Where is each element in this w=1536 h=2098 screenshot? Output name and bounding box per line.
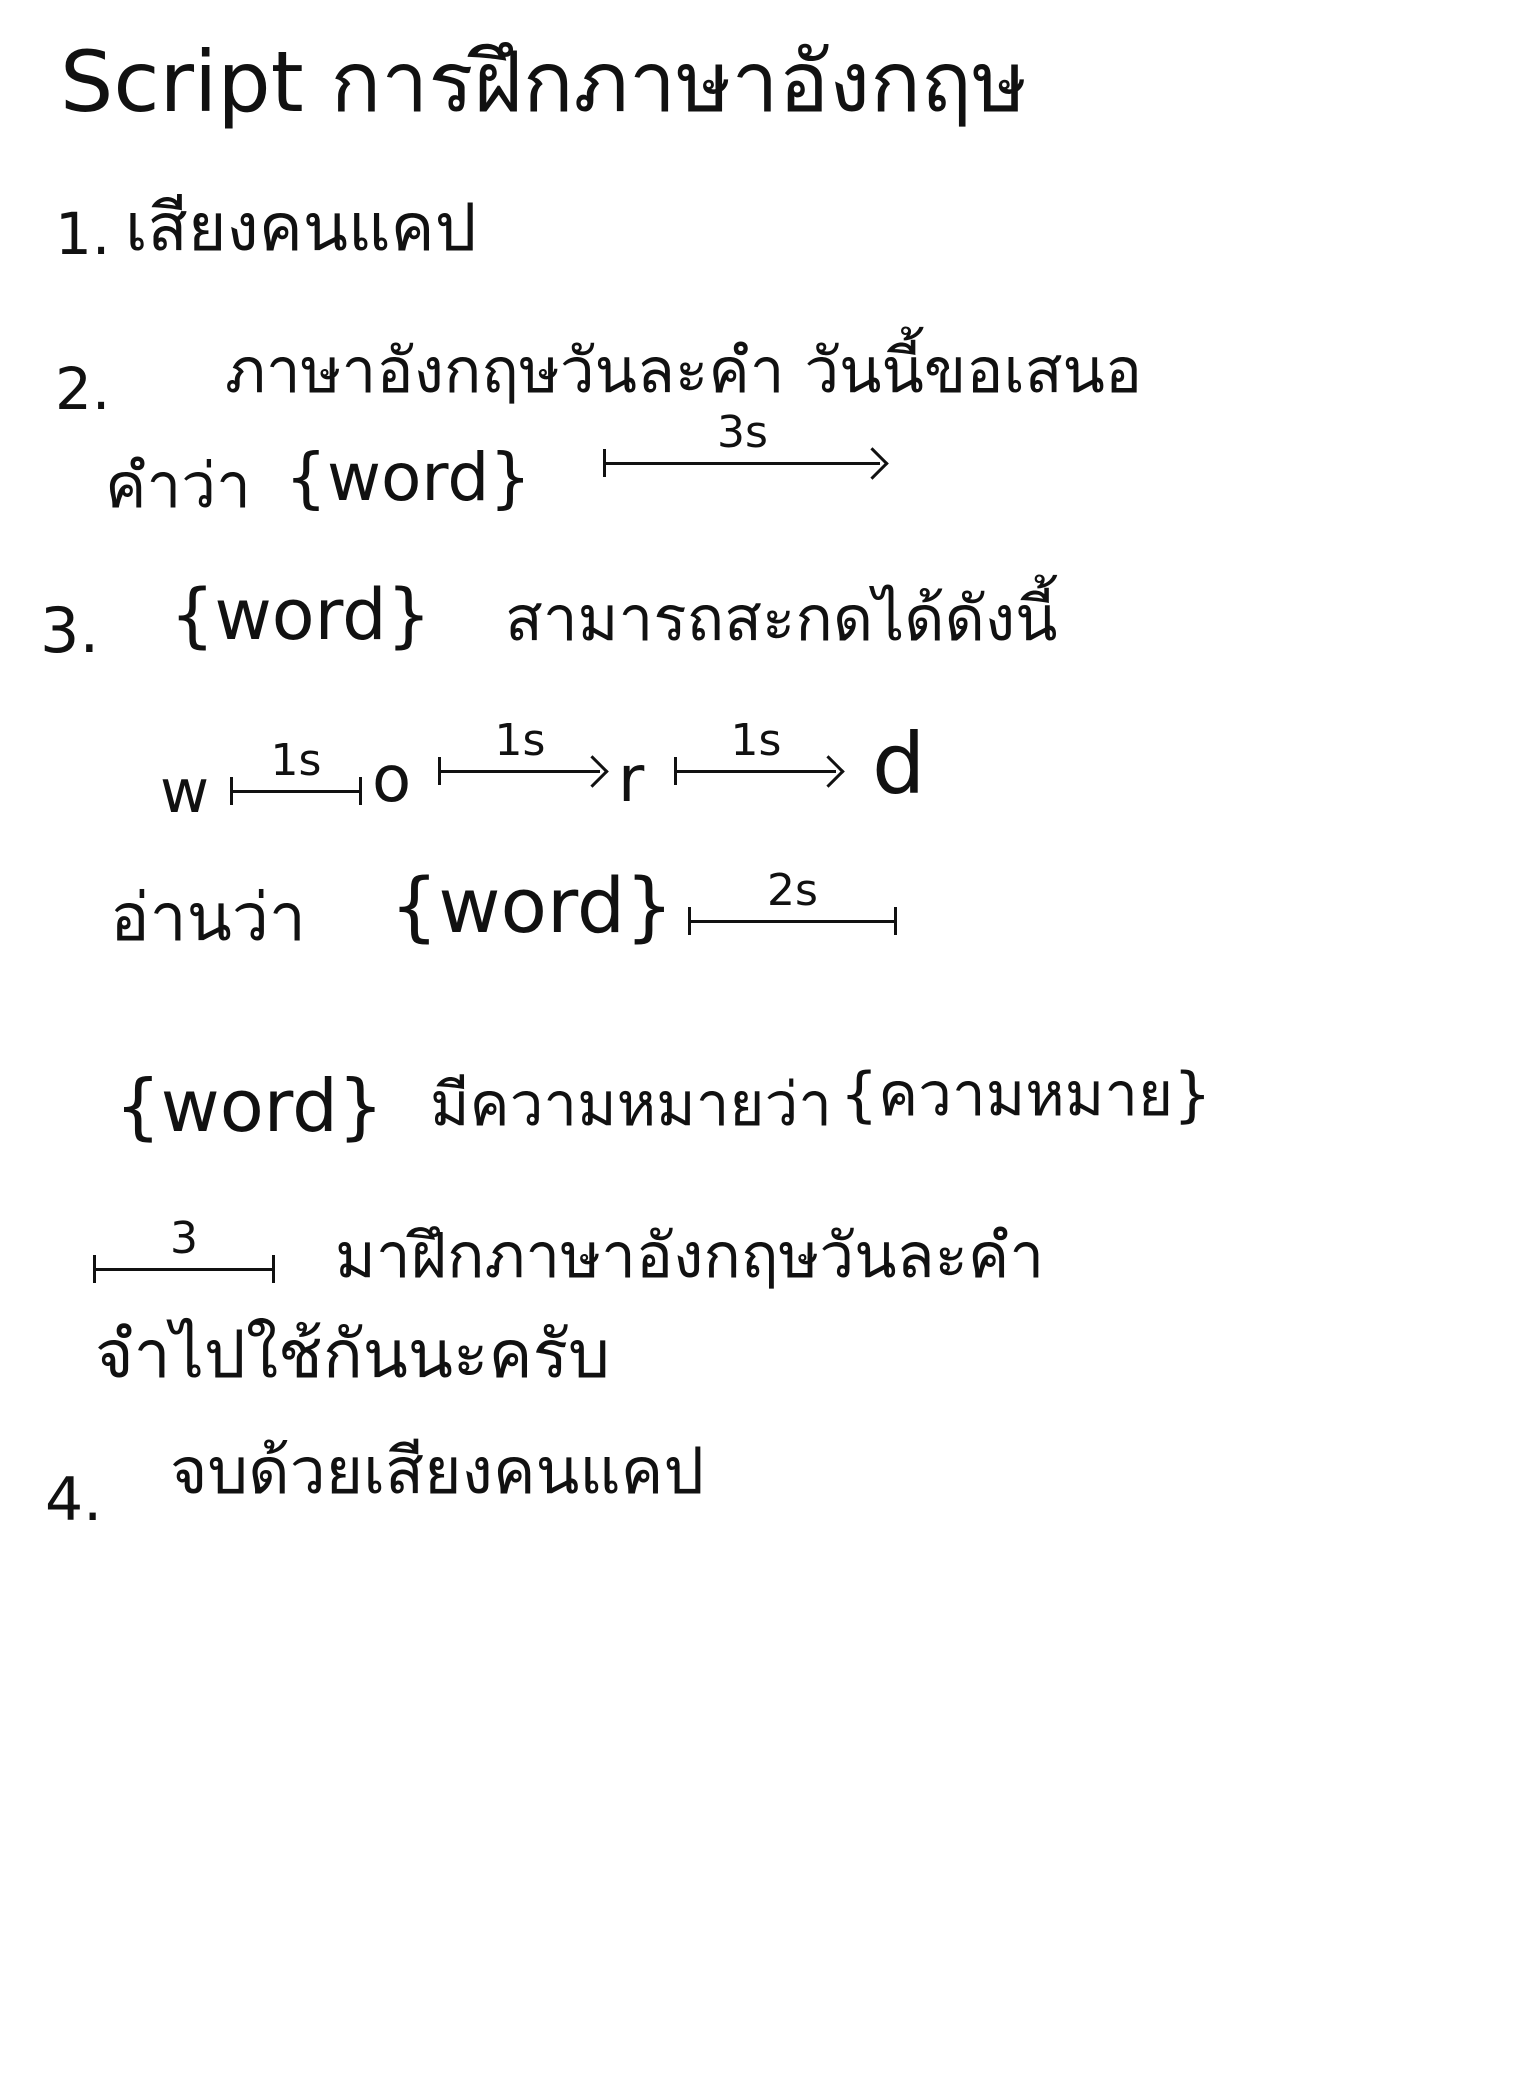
step-1-number: 1.	[55, 200, 111, 268]
meaning-word: {word}	[115, 1064, 384, 1148]
step-2-number: 2.	[55, 355, 111, 423]
spell-letter-r: r	[618, 743, 645, 817]
step-2-line-1: ภาษาอังกฤษวันละคำ วันนี้ขอเสนอ	[225, 334, 1143, 407]
meaning-pause-label: 3	[170, 1213, 198, 1264]
spell-pause-arrow-2	[440, 715, 600, 773]
step-1-text: เสียงคนแคป	[125, 189, 477, 266]
read-pause-arrow	[690, 865, 895, 923]
read-as-label: อ่านว่า	[110, 879, 306, 956]
read-as-word: {word}	[390, 861, 674, 950]
step-2-word: {word}	[285, 439, 532, 516]
read-pause-label: 2s	[767, 865, 818, 916]
step-3-word: {word}	[170, 574, 432, 656]
spell-pause-arrow-1	[232, 735, 360, 793]
step-2-pause-arrow	[605, 407, 880, 465]
step-2-line-2: คำว่า	[105, 449, 251, 522]
meaning-text: มีความหมายว่า	[430, 1070, 832, 1140]
step-3-number: 3.	[40, 594, 100, 667]
spell-letter-w: w	[160, 757, 210, 827]
spell-letter-d: d	[872, 715, 926, 813]
meaning-pause-arrow	[95, 1213, 273, 1271]
closing-line-2: จำไปใช้กันนะครับ	[95, 1316, 610, 1393]
spell-pause-label-1: 1s	[270, 735, 322, 786]
spell-pause-label-3: 1s	[730, 715, 782, 766]
step-4-number: 4.	[45, 1465, 103, 1535]
spell-letter-o: o	[372, 743, 412, 817]
step-3-spell-text: สามารถสะกดได้ดังนี้	[505, 582, 1058, 655]
step-2-pause-label: 3s	[717, 407, 768, 458]
step-4-text: จบด้วยเสียงคนแคป	[170, 1435, 705, 1509]
spell-pause-label-2: 1s	[494, 715, 546, 766]
meaning-value: {ความหมาย}	[840, 1060, 1212, 1130]
closing-line-1: มาฝึกภาษาอังกฤษวันละคำ	[335, 1219, 1045, 1292]
spell-pause-arrow-3	[676, 715, 836, 773]
page-title: Script การฝึกภาษาอังกฤษ	[60, 33, 1028, 131]
